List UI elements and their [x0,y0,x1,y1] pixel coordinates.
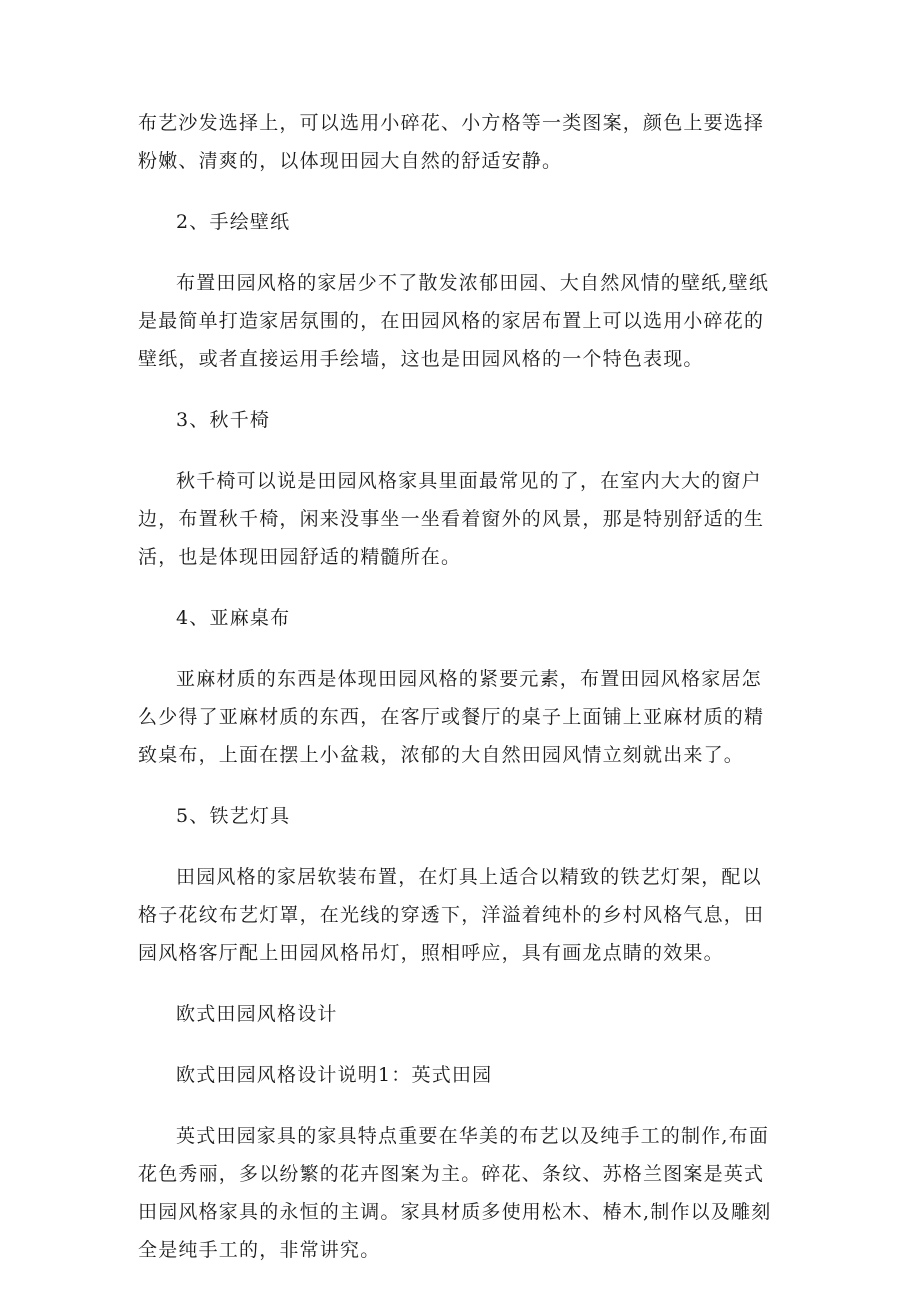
paragraph-english-pastoral: 英式田园家具的家具特点重要在华美的布艺以及纯手工的制作,布面花色秀丽，多以纷繁的花卉图案为主。碎花、条纹、苏格兰图案是英式田园风格家具的永恒的主调。家具材质多使用松木、椿木,制作以及雕刻全是纯手工的，非常讲究。 [138,1125,772,1261]
paragraph-swing-chair: 秋千椅可以说是田园风格家具里面最常见的了，在室内大大的窗户边，布置秋千椅，闲来没事坐一坐看着窗外的风景，那是特别舒适的生活，也是体现田园舒适的精髓所在。 [138,470,765,568]
heading-english-pastoral: 欧式田园风格设计说明1：英式田园 [176,1064,493,1086]
document-body [138,104,778,1292]
paragraph-fabric-sofa: 布艺沙发选择上，可以选用小碎花、小方格等一类图案，颜色上要选择粉嫩、清爽的，以体现田园大自然的舒适安静。 [138,112,765,172]
heading-swing-chair: 3、秋千椅 [176,409,271,431]
paragraph-linen-tablecloth: 亚麻材质的东西是体现田园风格的紧要元素，布置田园风格家居怎么少得了亚麻材质的东西，在客厅或餐厅的桌子上面铺上亚麻材质的精致桌布，上面在摆上小盆栽，浓郁的大自然田园风情立刻就出来了。 [138,668,765,766]
paragraph-wallpaper: 布置田园风格的家居少不了散发浓郁田园、大自然风情的壁纸,壁纸是最简单打造家居氛围的，在田园风格的家居布置上可以选用小碎花的壁纸，或者直接运用手绘墙，这也是田园风格的一个特色表现。 [138,272,770,370]
heading-linen-tablecloth: 4、亚麻桌布 [176,607,291,629]
heading-iron-lamps: 5、铁艺灯具 [176,805,291,827]
paragraph-iron-lamps: 田园风格的家居软装布置，在灯具上适合以精致的铁艺灯架，配以格子花纹布艺灯罩，在光线的穿透下，洋溢着纯朴的乡村风格气息，田园风格客厅配上田园风格吊灯，照相呼应，具有画龙点睛的效果。 [138,866,765,964]
heading-european-pastoral-design: 欧式田园风格设计 [176,1003,338,1025]
heading-hand-painted-wallpaper: 2、手绘壁纸 [176,211,291,233]
